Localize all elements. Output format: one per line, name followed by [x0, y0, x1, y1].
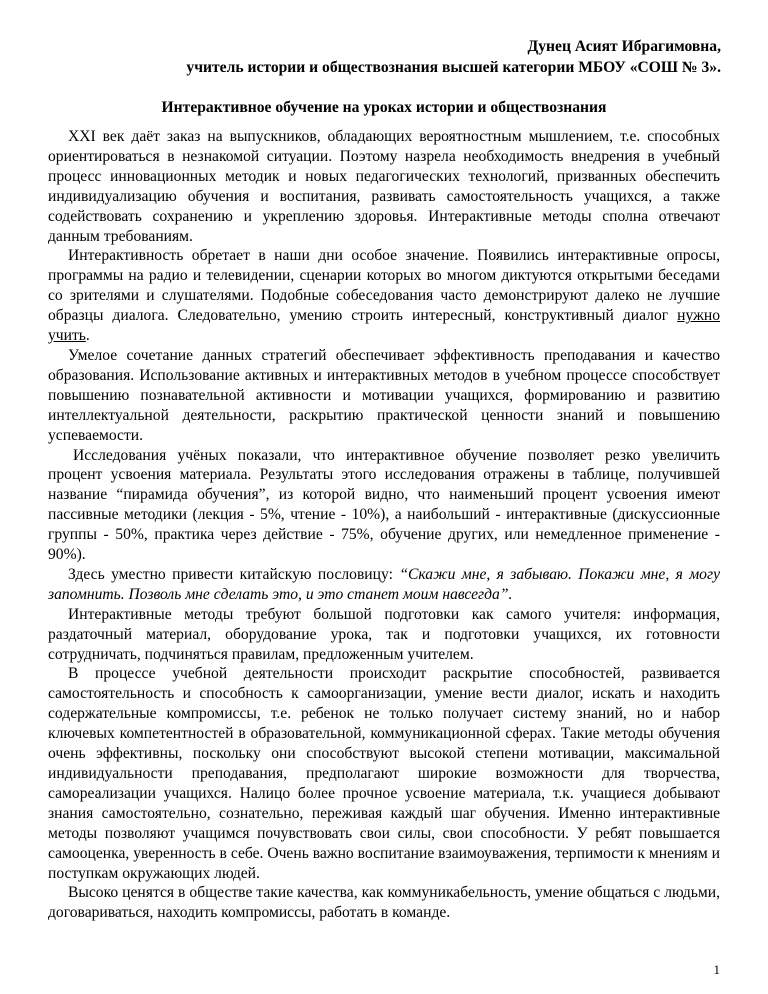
paragraph-2-text: Интерактивность обретает в наши дни особое значение. Появились интерактивные опросы, программы на радио и телевидении, сценарии которых во многом диктуются открытыми беседами со зрителями и слушателями. Подобные собеседования часто демонстрируют далеко не лучшие образцы диалога. Следовательно, умению строить интересный, конструктивный диалог [48, 247, 720, 325]
author-position: учитель истории и обществознания высшей категории МБОУ «СОШ № 3». [186, 59, 721, 76]
paragraph-1: XXI век даёт заказ на выпускников, обладающих вероятностным мышлением, т.е. способных ориентироваться в незнакомой ситуации. Поэтому назрела необходимость внедрения в учебный процесс инновационных методик и новых педагогических технологий, призванных обеспечить индивидуализацию обучения и воспитания, развивать самостоятельность учащихся, а также содействовать сохранению и укреплению здоровья. Интерактивные методы сполна отвечают данным требованиям. [48, 128, 720, 245]
page-number: 1 [713, 962, 720, 977]
underlined-phrase: нужно учить [48, 307, 720, 345]
paragraph-7: В процессе учебной деятельности происходит раскрытие способностей, развивается самостоятельность и способность к самоорганизации, умение вести диалог, искать и находить содержательные компромиссы, т.е. ребенок не только получает систему знаний, но и набор ключевых компетентностей в образовательной, коммуникационной сферах. Такие методы обучения очень эффективны, поскольку они способствуют высокой степени мотивации, максимальной индивидуальности преподавания, предполагают широкие возможности для творчества, самореализации учащихся. Налицо более прочное усвоение материала, т.к. учащиеся добывают знания самостоятельно, сознательно, переживая каждый шаг обучения. Именно интерактивные методы позволяют учащимся почувствовать свои силы, свои способности. У ребят повышается самооценка, уверенность в себе. Очень важно воспитание взаимоуважения, терпимости к мнениям и поступкам окружающих людей. [48, 665, 720, 882]
paragraph-4: Исследования учёных показали, что интерактивное обучение позволяет резко увеличить процент усвоения материала. Результаты этого исследования отражены в таблице, получившей название “пирамида обучения”, из которой видно, что наименьший процент усвоения имеют пассивные методики (лекция - 5%, чтение - 10%), а наибольший - интерактивные (дискуссионные группы - 50%, практика через действие - 75%, обучение других, или немедленное применение - 90%). [48, 446, 720, 564]
paragraph-5 [48, 565, 720, 605]
paragraph-2 [48, 246, 720, 346]
paragraph-3: Умелое сочетание данных стратегий обеспечивает эффективность преподавания и качество образования. Использование активных и интерактивных методов в учебном процессе способствует повышению познавательной активности и мотивации учащихся, формированию и развитию интеллектуальной деятельности, раскрытию практической ценности знаний и повышению успеваемости. [48, 346, 720, 444]
author-header [186, 36, 721, 78]
author-name: Дунец Асият Ибрагимовна, [527, 38, 721, 55]
document-body [48, 127, 720, 923]
paragraph-5-text: Здесь уместно привести китайскую пословицу: [68, 565, 400, 583]
document-title: Интерактивное обучение на уроках истории и обществознания [161, 99, 607, 116]
paragraph-2-end: . [85, 327, 90, 345]
paragraph-8: Высоко ценятся в обществе такие качества, как коммуникабельность, умение общаться с людьми, договариваться, находить компромиссы, работать в команде. [48, 884, 720, 922]
paragraph-6: Интерактивные методы требуют большой подготовки как самого учителя: информация, раздаточный материал, оборудование урока, так и подготовки учащихся, их готовности сотрудничать, подчиняться правилам, предложенным учителем. [48, 605, 720, 663]
proverb-quote: “Скажи мне, я забываю. Покажи мне, я могу запомнить. Позволь мне сделать это, и это станет моим навсегда”. [48, 565, 720, 603]
